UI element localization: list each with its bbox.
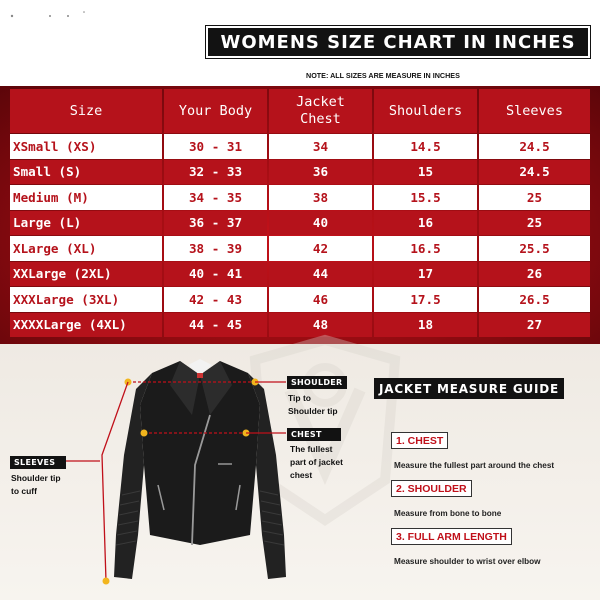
measure-guide-title: JACKET MEASURE GUIDE xyxy=(374,378,564,399)
chest-desc-line1: The fullest xyxy=(290,444,333,454)
shoulder-desc-line2: Shoulder tip xyxy=(288,406,338,416)
cell-size: XXXLarge (3XL) xyxy=(10,287,162,312)
header-sleeves: Sleeves xyxy=(479,89,590,133)
sleeves-desc-line2: to cuff xyxy=(11,486,37,496)
measurement-note: NOTE: ALL SIZES ARE MEASURE IN INCHES xyxy=(306,71,460,80)
cell-shoulders: 17.5 xyxy=(374,287,477,312)
shoulder-tag: SHOULDER xyxy=(287,376,347,389)
cell-jacket-chest: 34 xyxy=(269,134,372,159)
cell-sleeves: 26.5 xyxy=(479,287,590,312)
cell-your-body: 30 - 31 xyxy=(164,134,267,159)
cell-sleeves: 26 xyxy=(479,262,590,287)
cell-your-body: 40 - 41 xyxy=(164,262,267,287)
shoulder-tag-desc xyxy=(288,392,338,418)
cell-your-body: 42 - 43 xyxy=(164,287,267,312)
cell-size: XLarge (XL) xyxy=(10,236,162,261)
guide-step-shoulder: 2. SHOULDER xyxy=(391,480,472,497)
cell-shoulders: 18 xyxy=(374,313,477,338)
cell-shoulders: 14.5 xyxy=(374,134,477,159)
cell-shoulders: 16 xyxy=(374,211,477,236)
cell-sleeves: 24.5 xyxy=(479,160,590,185)
cell-your-body: 34 - 35 xyxy=(164,185,267,210)
cell-size: Small (S) xyxy=(10,160,162,185)
cell-shoulders: 16.5 xyxy=(374,236,477,261)
sleeves-tag: SLEEVES xyxy=(10,456,66,469)
chest-tag-desc xyxy=(290,443,343,482)
cell-jacket-chest: 38 xyxy=(269,185,372,210)
cell-sleeves: 24.5 xyxy=(479,134,590,159)
cell-jacket-chest: 44 xyxy=(269,262,372,287)
guide-step-chest-desc: Measure the fullest part around the chest xyxy=(394,461,555,470)
cell-jacket-chest: 48 xyxy=(269,313,372,338)
guide-step-arm-length: 3. FULL ARM LENGTH xyxy=(391,528,512,545)
chest-tag: CHEST xyxy=(287,428,341,441)
cell-size: XXXXLarge (4XL) xyxy=(10,313,162,338)
cell-jacket-chest: 46 xyxy=(269,287,372,312)
cell-sleeves: 25.5 xyxy=(479,236,590,261)
cell-size: XXLarge (2XL) xyxy=(10,262,162,287)
cell-shoulders: 17 xyxy=(374,262,477,287)
cell-sleeves: 27 xyxy=(479,313,590,338)
cell-shoulders: 15.5 xyxy=(374,185,477,210)
cell-sleeves: 25 xyxy=(479,185,590,210)
cell-your-body: 38 - 39 xyxy=(164,236,267,261)
cell-size: Medium (M) xyxy=(10,185,162,210)
page-title: WOMENS SIZE CHART IN INCHES xyxy=(206,26,590,58)
cell-jacket-chest: 42 xyxy=(269,236,372,261)
cell-shoulders: 15 xyxy=(374,160,477,185)
header-jacket-chest: Jacket Chest xyxy=(269,89,372,133)
cell-sleeves: 25 xyxy=(479,211,590,236)
header-size: Size xyxy=(10,89,162,133)
cell-your-body: 44 - 45 xyxy=(164,313,267,338)
cell-your-body: 32 - 33 xyxy=(164,160,267,185)
sleeves-tag-desc xyxy=(11,472,61,498)
guide-step-chest: 1. CHEST xyxy=(391,432,448,449)
cell-jacket-chest: 36 xyxy=(269,160,372,185)
cell-your-body: 36 - 37 xyxy=(164,211,267,236)
sleeves-desc-line1: Shoulder tip xyxy=(11,473,61,483)
chest-desc-line3: chest xyxy=(290,470,313,480)
guide-step-shoulder-desc: Measure from bone to bone xyxy=(394,509,502,518)
chest-desc-line2: part of jacket xyxy=(290,457,343,467)
guide-step-arm-length-desc: Measure shoulder to wrist over elbow xyxy=(394,557,541,566)
cell-jacket-chest: 40 xyxy=(269,211,372,236)
cell-size: XSmall (XS) xyxy=(10,134,162,159)
shoulder-desc-line1: Tip to xyxy=(288,393,311,403)
header-shoulders: Shoulders xyxy=(374,89,477,133)
cell-size: Large (L) xyxy=(10,211,162,236)
header-your-body: Your Body xyxy=(164,89,267,133)
